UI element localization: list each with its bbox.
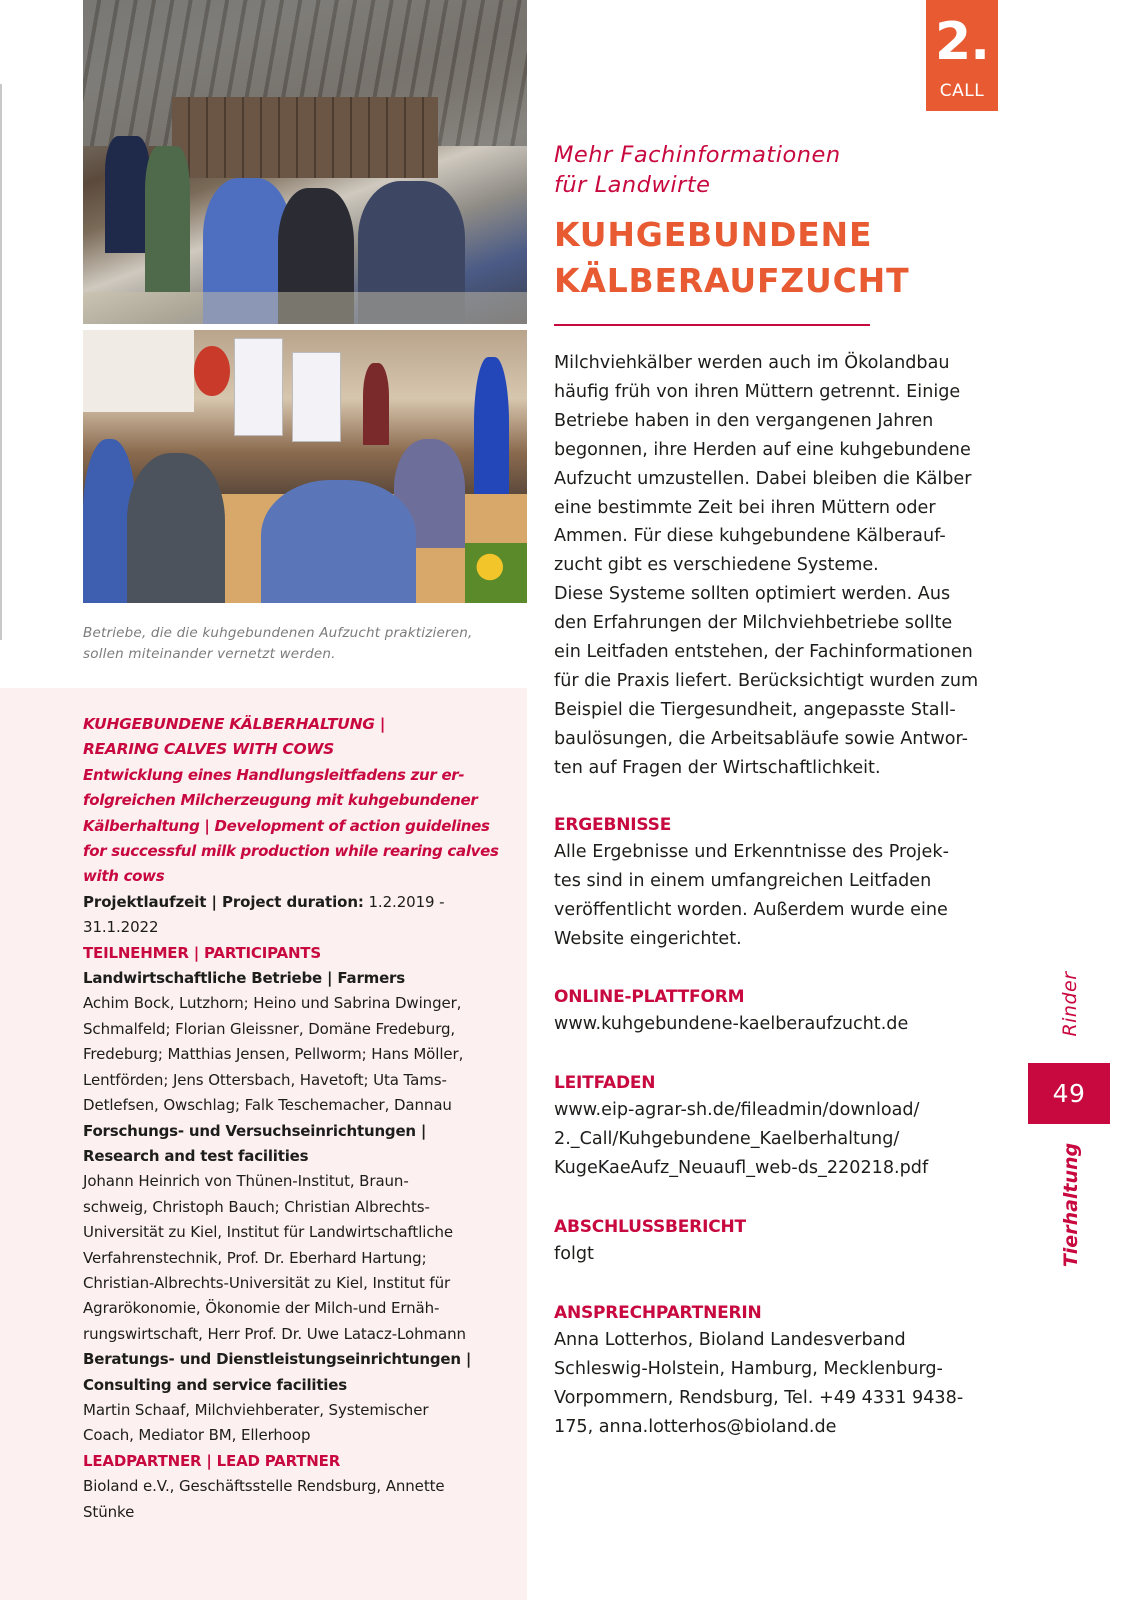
project-subtitle: Entwicklung eines Handlungsleitfadens zur er- folgreichen Milcherzeugung mit kuhgebundener Kälberhaltung | Development of action guidelines for successful milk production while rearing calves with cows: [83, 765, 499, 886]
contact-heading: ANSPRECHPARTNERIN: [554, 1303, 762, 1323]
call-number: 2.: [935, 12, 989, 72]
caption-line: Betriebe, die die kuhgebundenen Aufzucht praktizieren,: [83, 625, 473, 641]
guide-section: [554, 1070, 1004, 1183]
online-platform-section: [554, 984, 1004, 1039]
project-duration: [83, 890, 523, 941]
call-label: CALL: [939, 81, 985, 101]
project-title: KUHGEBUNDENE KÄLBERHALTUNG |: [83, 715, 386, 733]
caption-line: sollen miteinander vernetzt werden.: [83, 646, 336, 662]
section-label: Tierhaltung: [1060, 1142, 1082, 1268]
contact-section: ANSPRECHPARTNERIN Anna Lotterhos, Bioland Landesverband Schleswig-Holstein, Hamburg, Mecklenburg- Vorpommern, Rendsburg, Tel. +49 4331 9438- 175, anna.lotterhos@bioland.de: [554, 1300, 1004, 1442]
participants-heading: TEILNEHMER | PARTICIPANTS: [83, 943, 321, 962]
consulting-list: Martin Schaaf, Milchviehberater, Systemischer Coach, Mediator BM, Ellerhoop: [83, 1400, 429, 1445]
farmers-heading: Landwirtschaftliche Betriebe | Farmers: [83, 969, 405, 988]
research-heading: Research and test facilities: [83, 1146, 309, 1165]
call-badge: [926, 0, 998, 111]
research-list: Johann Heinrich von Thünen-Institut, Braun- schweig, Christoph Bauch; Christian Albrechts- Universität zu Kiel, Institut für Landwirtschaftliche Verfahrenstechnik, Prof. Dr. Eberhard Hartung; Christian-Albrechts-Universität zu Kiel, Institut für Agrarökonomie, Ökonomie der Milch-und Ernäh- rungswirtschaft, Herr Prof. Dr. Uwe Latacz-Lohmann: [83, 1172, 466, 1343]
kicker-text: Mehr Fachinformationen für Landwirte: [554, 142, 841, 198]
page-title: KUHGEBUNDENE KÄLBERAUFZUCHT: [554, 215, 910, 300]
photo-caption: [83, 623, 523, 665]
guide-link[interactable]: www.eip-agrar-sh.de/fileadmin/download/ 2._Call/Kuhgebundene_Kaelberhaltung/ KugeKaeAufz_Neuaufl_web-ds_220218.pdf: [554, 1100, 929, 1178]
project-info-panel: [0, 688, 527, 1600]
results-section: ERGEBNISSE Alle Ergebnisse und Erkenntnisse des Projek- tes sind in einem umfangreichen Leitfaden veröffentlicht worden. Außerdem wurde eine Website eingerichtet.: [554, 812, 1004, 954]
lead-partner-heading: LEADPARTNER | LEAD PARTNER: [83, 1451, 341, 1470]
meeting-photo: [83, 330, 527, 603]
results-heading: ERGEBNISSE: [554, 815, 672, 835]
lead-partner-list: Bioland e.V., Geschäftsstelle Rendsburg, Annette Stünke: [83, 1477, 445, 1521]
guide-heading: LEITFADEN: [554, 1073, 656, 1093]
project-title: REARING CALVES WITH COWS: [83, 740, 334, 759]
barn-tour-photo: [83, 0, 527, 324]
title-divider: [554, 324, 870, 326]
farmers-list: Achim Bock, Lutzhorn; Heino und Sabrina Dwinger, Schmalfeld; Florian Gleissner, Domäne Fredeburg, Fredeburg; Matthias Jensen, Pellworm; Hans Möller, Lentförden; Jens Ottersbach, Havetoft; Uta Tams- Detlefsen, Owschlag; Falk Teschemacher, Dannau: [83, 994, 464, 1115]
final-report-section: ABSCHLUSSBERICHT folgt: [554, 1214, 1004, 1269]
intro-paragraph: Milchviehkälber werden auch im Ökolandbau häufig früh von ihren Müttern getrennt. Einige Betriebe haben in den vergangenen Jahren begonnen, ihre Herden auf eine kuhgebundene Aufzucht umzustellen. Dabei bleiben die Kälber eine bestimmte Zeit bei ihren Müttern oder Ammen. Für diese kuhgebundene Kälberauf- zucht gibt es verschiedene Systeme. Diese Systeme sollten optimiert werden. Aus den Erfahrungen der Milchviehbetriebe sollte ein Leitfaden entstehen, der Fachinformationen für die Praxis liefert. Berücksichtigt wurden zum Beispiel die Tiergesundheit, angepasste Stall- baulösungen, die Arbeitsabläufe sowie Antwor- ten auf Fragen der Wirtschaftlichkeit.: [554, 353, 979, 778]
duration-label: Projektlaufzeit | Project duration:: [83, 892, 364, 911]
page-edge-line: [0, 84, 2, 640]
category-label: Rinder: [1059, 971, 1081, 1037]
page-number: 49: [1028, 1063, 1110, 1124]
online-platform-link[interactable]: www.kuhgebundene-kaelberaufzucht.de: [554, 1014, 909, 1034]
consulting-heading: Consulting and service facilities: [83, 1375, 347, 1394]
research-heading: Forschungs- und Versuchseinrichtungen |: [83, 1121, 427, 1140]
online-platform-heading: ONLINE-PLATTFORM: [554, 987, 745, 1007]
consulting-heading: Beratungs- und Dienstleistungseinrichtungen |: [83, 1350, 472, 1369]
duration-value: 1.2.2019 - 31.1.2022: [83, 892, 445, 937]
article-header: [554, 140, 1004, 326]
final-report-heading: ABSCHLUSSBERICHT: [554, 1217, 746, 1237]
